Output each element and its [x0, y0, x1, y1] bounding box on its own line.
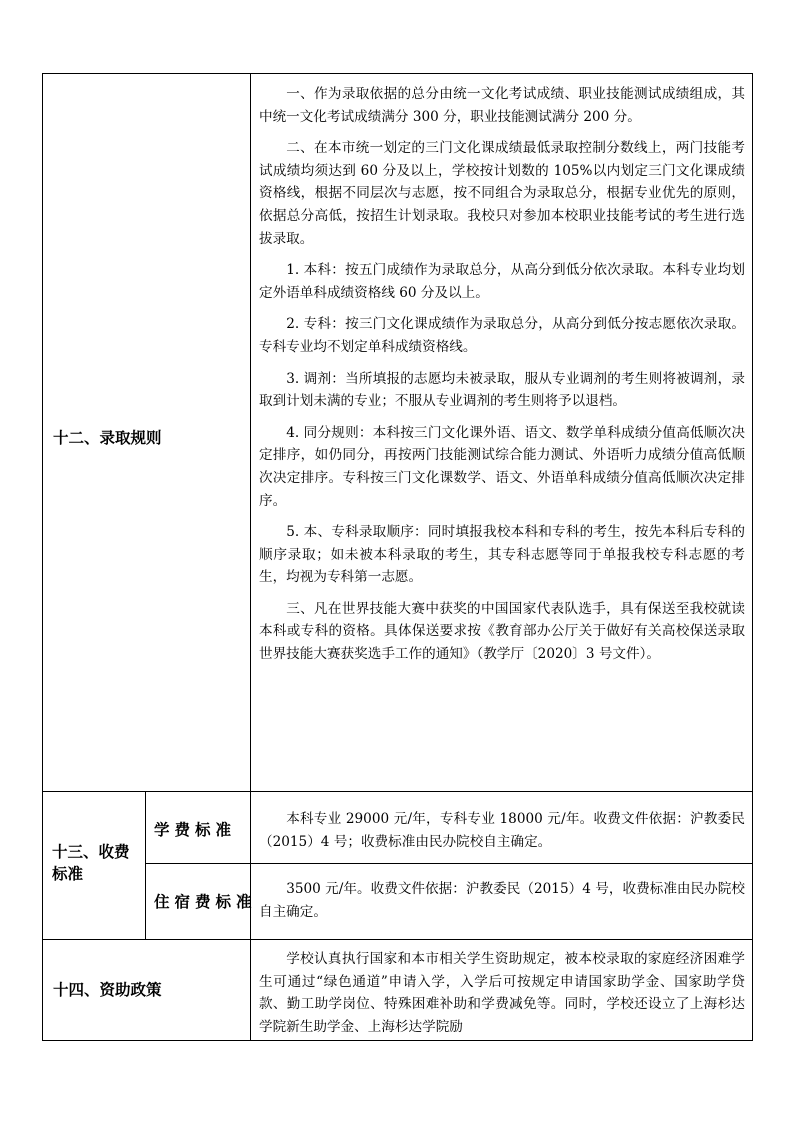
row-divider: [43, 939, 752, 940]
admission-rules-content: [259, 83, 745, 675]
row-label-fees: 十三、收费标准: [52, 843, 130, 883]
admission-paragraph: 三、凡在世界技能大赛中获奖的中国国家代表队选手，具有保送至我校就读本科或专科的资格。具体保送要求按《教育部办公厅关于做好有关高校保送录取世界技能大赛获奖选手工作的通知》（教学厅〔2020〕3 号文件）。: [259, 600, 745, 663]
tuition-label: 学费标准: [154, 821, 237, 839]
admission-paragraph: 4. 同分规则：本科按三门文化课外语、语文、数学单科成绩分值高低顺次决定排序，如仍同分，再按两门技能测试综合能力测试、外语听力成绩分值高低顺次决定排序。专科按三门文化课数学、语文、外语单科成绩分值高低顺次决定排序。: [259, 424, 745, 509]
admission-paragraph: 二、在本市统一划定的三门文化课成绩最低录取控制分数线上，两门技能考试成绩均须达到 60 分及以上，学校按计划数的 105%以内划定三门文化课成绩资格线，根据不同层次与志愿，按不同组合为录取总分，根据专业优先的原则，依据总分高低，按招生计划录取。我校只对参加本校职业技能考试的考生进行选拔录取。: [259, 140, 745, 247]
accommodation-paragraph: 3500 元/年。收费文件依据：沪教委民（2015）4 号，收费标准由民办院校自主确定。: [259, 881, 745, 920]
admission-paragraph: 3. 调剂：当所填报的志愿均未被录取，服从专业调剂的考生则将被调剂，录取到计划未满的专业；不服从专业调剂的考生则将予以退档。: [259, 370, 745, 410]
admission-paragraph: 一、作为录取依据的总分由统一文化考试成绩、职业技能测试成绩组成，其中统一文化考试成绩满分 300 分，职业技能测试满分 200 分。: [259, 86, 745, 125]
row-label-admission: 十二、录取规则: [53, 429, 162, 447]
column-divider: [145, 791, 146, 939]
admission-paragraph: 1. 本科：按五门成绩作为录取总分，从高分到低分依次录取。本科专业均划定外语单科成绩资格线 60 分及以上。: [259, 262, 745, 301]
aid-text: [259, 948, 745, 1047]
row-divider: [43, 791, 752, 792]
aid-paragraph: 学校认真执行国家和本市相关学生资助规定，被本校录取的家庭经济困难学生可通过“绿色通道”申请入学，入学后可按规定申请国家助学金、国家助学贷款、勤工助学岗位、特殊困难补助和学费减免等。同时，学校还设立了上海杉达学院新生助学金、上海杉达学院励: [259, 951, 745, 1035]
accommodation-label: 住宿费标准: [154, 893, 257, 911]
info-table: [42, 73, 753, 1041]
row-label-aid: 十四、资助政策: [53, 981, 162, 999]
tuition-paragraph: 本科专业 29000 元/年，专科专业 18000 元/年。收费文件依据：沪教委民（2015）4 号；收费标准由民办院校自主确定。: [259, 811, 745, 850]
accommodation-text: [259, 878, 745, 932]
row-divider: [145, 863, 752, 864]
tuition-text: [259, 808, 745, 862]
admission-paragraph: 5. 本、专科录取顺序：同时填报我校本科和专科的考生，按先本科后专科的顺序录取；如未被本科录取的考生，其专科志愿等同于单报我校专科志愿的考生，均视为专科第一志愿。: [259, 524, 745, 586]
admission-paragraph: 2. 专科：按三门文化课成绩作为录取总分，从高分到低分按志愿依次录取。专科专业均不划定单科成绩资格线。: [259, 316, 745, 355]
